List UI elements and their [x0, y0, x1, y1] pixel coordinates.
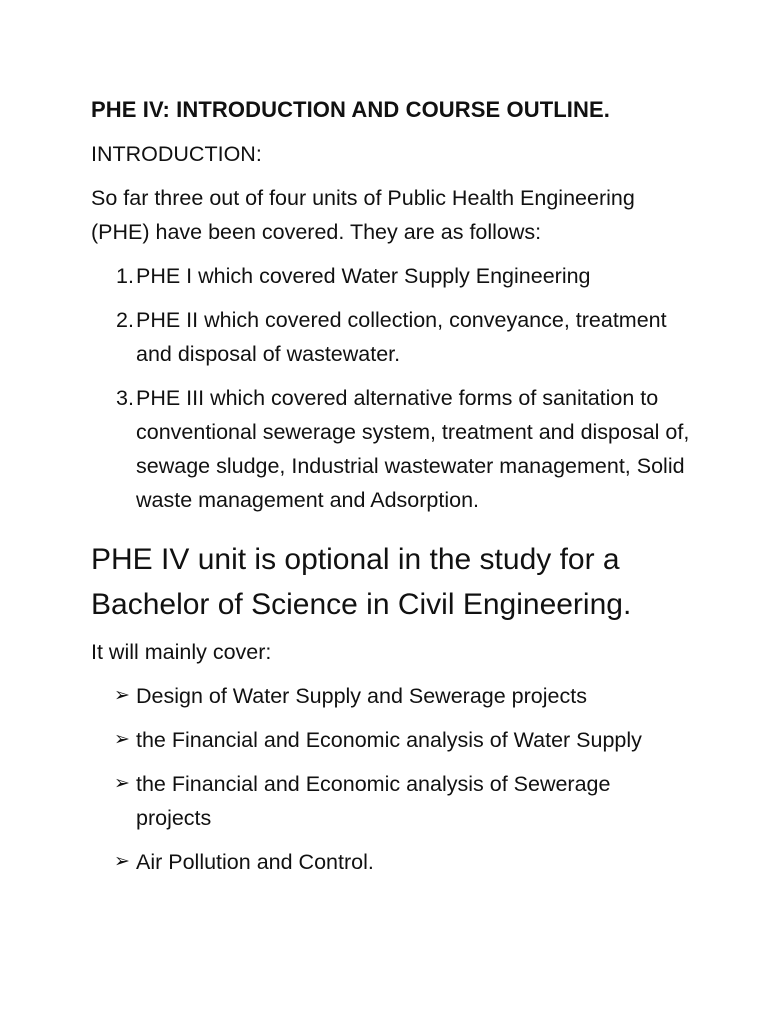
cover-list	[91, 679, 691, 879]
list-item-text: Air Pollution and Control.	[136, 850, 374, 874]
list-item	[91, 303, 691, 371]
list-item	[91, 679, 691, 713]
cover-intro: It will mainly cover:	[91, 640, 272, 664]
list-item-text: the Financial and Economic analysis of Water Supply	[136, 728, 642, 752]
arrow-bullet-icon: ➢	[114, 729, 130, 750]
list-item-text: PHE III which covered alternative forms of sanitation to conventional sewerage system, treatment and disposal of, sewage sludge, Industrial wastewater management, Solid waste management and Adsorption.	[136, 386, 690, 512]
list-item-text: PHE II which covered collection, conveyance, treatment and disposal of wastewater.	[136, 308, 667, 366]
list-number: 3.	[116, 386, 134, 410]
intro-paragraph: So far three out of four units of Public Health Engineering (PHE) have been covered. They are as follows:	[91, 186, 635, 244]
list-item	[91, 381, 691, 517]
document-body	[91, 93, 691, 889]
list-item-text: Design of Water Supply and Sewerage projects	[136, 684, 587, 708]
arrow-bullet-icon: ➢	[114, 851, 130, 872]
list-item	[91, 845, 691, 879]
list-item-text: PHE I which covered Water Supply Engineering	[136, 264, 591, 288]
list-item-text: the Financial and Economic analysis of Sewerage projects	[136, 772, 611, 830]
list-item	[91, 259, 691, 293]
section-heading: INTRODUCTION:	[91, 142, 262, 166]
document-title: PHE IV: INTRODUCTION AND COURSE OUTLINE.	[91, 97, 610, 122]
list-number: 1.	[116, 264, 134, 288]
list-number: 2.	[116, 308, 134, 332]
units-list	[91, 259, 691, 517]
arrow-bullet-icon: ➢	[114, 685, 130, 706]
emphasis-statement: PHE IV unit is optional in the study for a Bachelor of Science in Civil Engineering.	[91, 543, 632, 621]
arrow-bullet-icon: ➢	[114, 773, 130, 794]
list-item	[91, 767, 691, 835]
list-item	[91, 723, 691, 757]
